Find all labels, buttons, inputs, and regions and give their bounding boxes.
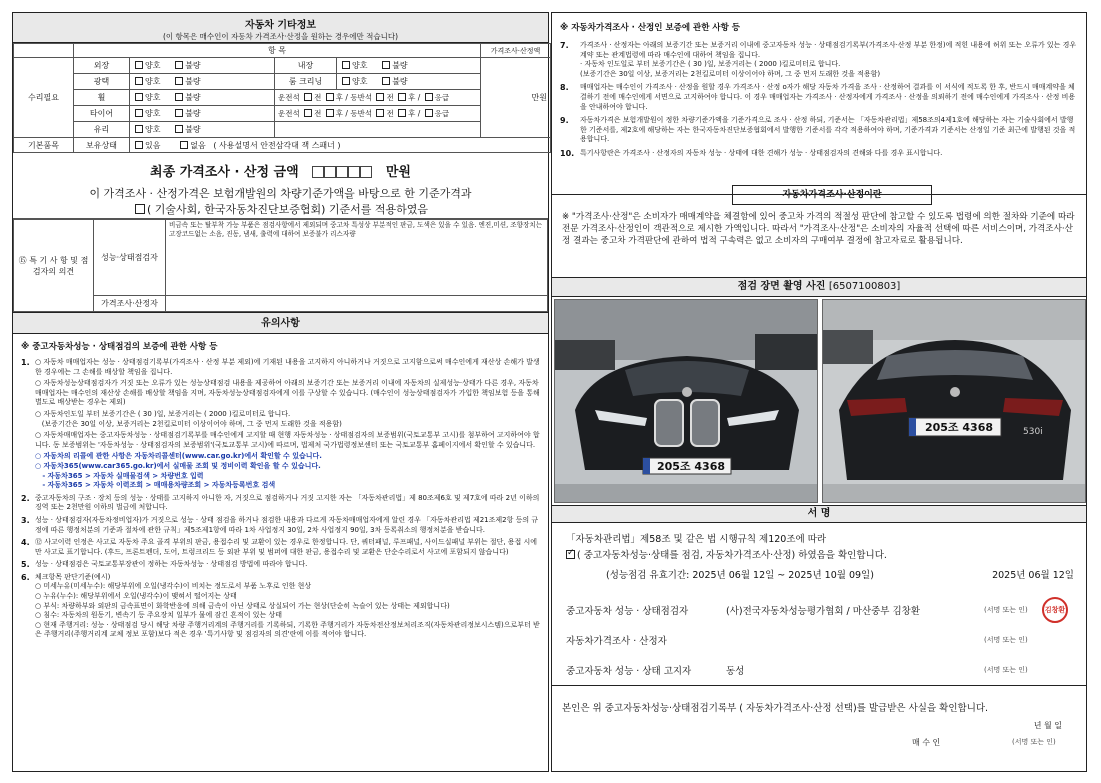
interior-label: 내장 (275, 58, 337, 74)
sign-section (552, 523, 1086, 683)
none-checkbox[interactable] (180, 141, 188, 149)
notice-8: 8. 매매업자는 매수인이 가격조사 · 산정을 원할 경우 가격조사 · 산정 o자가 해당 자동차 가격을 조사 · 산정하여 결과를 이 서식에 적도록 한 후, 반드시 매매계약을 체결하기 전에 매수인에게 서면으로 고지하여야 합니다. 이 경우 매매업자는 가격조사 · 산정자에게 가격조사 · 산정을 의뢰하기 전에 매수인에게 가격조사 · 산정 비용을 안내하여야 합니다. (560, 83, 1076, 111)
confirm-date: 년 월 일 (1033, 721, 1062, 730)
glass-good-checkbox[interactable] (135, 125, 143, 133)
repair-table: 항 목 가격조사·산정액 수리필요 외장 양호 불량 내장 양호 불량 만원 광택 양호 불량 룸 크리닝 양호 불량 휠 양호 불량 운전석 전 후 / 동반석 전 후 / 응급 타이어 양호 불량 운전석 전 후 / 동반석 전 후 / 응급 유리 양호 불량 기본품목 보유상태 있음 없음 ( 사용설명서 안전삼각대 잭 스패너 ) (13, 43, 551, 153)
opinion-text: 비금속 또는 탈부착 가능 부품은 점검사항에서 제외되며 중고차 특성상 부분적인 판금, 도색은 있을 수 있음. 엔진,미션, 조향장치는 고장코드없는 소음, 진동, 냄새, 출력에 대하여 보증불가 리스자량 (166, 220, 548, 296)
tire-good-checkbox[interactable] (135, 109, 143, 117)
exterior-bad-checkbox[interactable] (175, 61, 183, 69)
room-bad-checkbox[interactable] (382, 77, 390, 85)
room-good-checkbox[interactable] (342, 77, 350, 85)
notice-3: 3. 성능 · 상태점검자(자동차정비업자)가 거짓으로 성능 · 상태 점검을 하거나 점검한 내용과 다르게 자동차매매업자에게 알린 경우 「자동차관리법 제21조제2항 등의 규정에 따른 행정처분의 기준과 절차에 관한 규칙」제5조제1항에 따라 1차 사업정지 30일, 2차 사업정지 90일, 3차 등록취소의 행정처분을 받습니다. (21, 515, 539, 534)
interior-bad-checkbox[interactable] (382, 61, 390, 69)
other-info-header (13, 13, 548, 43)
final-note-2: ( 기술사회, 한국자동차진단보증협회) 기준서를 적용하였음 (146, 203, 429, 216)
validity-text: (성능점검 유효기간: 2025년 06월 12일 ~ 2025년 10월 09일) (606, 570, 874, 581)
final-price-section (13, 153, 548, 219)
sign-date: 2025년 06월 12일 (992, 570, 1074, 581)
exterior-good-checkbox[interactable] (135, 61, 143, 69)
inspector-seal-label: (서명 또는 인) (984, 606, 1028, 614)
inspector-role: 중고자동차 성능 · 상태점검자 (566, 606, 689, 617)
notice-10: 10. 특기사항란은 가격조사 · 산정자의 자동차 성능 · 상태에 대한 견해가 성능 · 상태점검자의 견해와 다를 경우 표시합니다. (560, 148, 943, 158)
gloss-good-checkbox[interactable] (135, 77, 143, 85)
notifier-seal-label: (서명 또는 인) (984, 666, 1028, 674)
glass-bad-checkbox[interactable] (175, 125, 183, 133)
left-column (12, 12, 549, 772)
tech-society-checkbox[interactable] (135, 204, 145, 214)
holding-label: 보유상태 (74, 138, 130, 153)
notice-5: 5. 성능 · 상태점검은 국토교통부장관이 정하는 자동차성능 · 상태점검 방법에 따라야 합니다. (21, 560, 308, 570)
notice-9: 9. 자동차가격은 보험개발원이 정한 차량기준가액을 기준가격으로 조사 · 산정 하되, 기준서는 「자동차관리법」제58조의4제1호에 해당하는 자는 기술사회에서 발행한 기준서를, 제2호에 해당하는 자는 한국자동차진단보증협회에서 발행한 기준서를 각각 적용하여야 하며, 기준가격과 기준서는 산정일 기준 최근에 발행된 것을 적용합니다. (560, 116, 1076, 144)
notice-1: 1. ○ 자동차 매매업자는 성능 · 상태점검기록부(가격조사 · 산정 부분 제외)에 기재된 내용을 고지하지 아니하거나 거짓으로 고지함으로써 매수인에게 재산상 손해가 발생한 경우에는 그 손해를 배상할 책임을 집니다. ○ 자동차성능상태점검자가 거짓 또는 오류가 있는 성능상태점검 내용을 제공하여 아래의 보증기간 또는 보증거리 이내에 자동차의 실제성능·상태가 다른 경우, 자동차매매업자는 매수인의 재산상 손해를 배상할 책임을 지며, 자동차성능상태점검자에게 이를 구상할 수 있습니다. (매수인이 성능상태점검자가 가입한 책임보험 등을 통해 별도로 배상받는 경우는 제외) ○ 자동차인도일 부터 보증기간은 ( 30 )일, 보증거리는 ( 2000 )킬로미터로 합니다. (보증기간은 30일 이상, 보증거리는 2천킬로미터 이상이어야 하며, 그 중 먼저 도래한 것을 적용함) ○ 자동차매매업자는 중고자동차성능 · 상태점검기록부를 매수인에게 고지할 때 현행 자동차성능 · 상태점검자의 보증범위(국토교통부 고시)를 첨부하여 고지하여야 합니다. 동 보증범위는 '자동차성능 · 상태점검자의 보증범위'(국토교통부 고시)에 따르며, 법제처 국가법령정보센터 또는 국토교통부 홈페이지에서 확인할 수 있습니다. ○ 자동차의 리콜에 관한 사항은 자동차리콜센터(www.car.go.kr)에서 확인할 수 있습니다. ○ 자동차365(www.car365.go.kr)에서 실매물 조회 및 정비이력 확인을 할 수 있습니다. - 자동차365 > 자동차 실매물검색 > 차량번호 입력 - 자동차365 > 자동차 이력조회 > 매매용차량조회 > 자동차등록번호 검색 (21, 358, 540, 490)
photo-header (552, 277, 1086, 297)
other-info-title: 자동차 기타정보 (244, 20, 317, 31)
tire-bad-checkbox[interactable] (175, 109, 183, 117)
rear-car-image (823, 300, 1086, 503)
notice-subtitle: ※ 중고자동차성능 · 상태점검의 보증에 관한 사항 등 (21, 342, 218, 352)
notice-title: 유의사항 (13, 312, 548, 334)
basic-items: ( 사용설명서 안전삼각대 잭 스패너 ) (213, 140, 341, 150)
front-photo (554, 299, 818, 503)
final-price-unit: 만원 (385, 165, 411, 180)
front-plate: 205조 4368 (656, 460, 726, 473)
wheel-good-checkbox[interactable] (135, 93, 143, 101)
price-section-title: ※ 자동차가격조사 · 산정인 보증에 관한 사항 등 (560, 23, 741, 33)
notice-4: 4. ⑫ 사고이력 인정은 사고로 자동차 주요 골격 부위의 판금, 용접수리 및 교환이 있는 경우로 한정합니다. 단, 쿼터패널, 루프패널, 사이드실패널 부위는 절단, 용접 시에만 사고로 표기합니다. (후드, 프론트펜더, 도어, 트렁크리드 등 외판 부위 및 범퍼에 대한 판금, 용접수리 및 교환은 단순수리로서 사고에 포함되지 않습니다) (21, 538, 538, 556)
red-seal-stamp: 김창환 (1042, 597, 1068, 623)
photo-title: 점검 장면 촬영 사진 (737, 281, 826, 292)
law-text: 「자동차관리법」제58조 및 같은 법 시행규칙 제120조에 따라 (566, 534, 827, 545)
notifier-name: 동성 (726, 666, 745, 677)
price-assessor-label: 가격조사·산정자 (94, 296, 166, 312)
notice-2: 2. 중고자동차의 구조 · 장치 등의 성능 · 상태를 고지하지 아니한 자, 거짓으로 점검하거나 거짓 고지한 자는 「자동차관리법」제 80조제6호 및 제7호에 따라 2년 이하의 징역 또는 2천만원 이하의 벌금에 처합니다. (21, 493, 540, 512)
final-note-1: 이 가격조사 · 산정가격은 보험개발원의 차량기준가액을 바탕으로 한 기준가격과 (89, 187, 472, 200)
definition-text: ※ "가격조사·산정"은 소비자가 매매계약을 체결함에 있어 중고차 가격의 적절성 판단에 참고할 수 있도록 법령에 의한 절차와 기준에 따라 전문 가격조사·산정인이 객관적으로 제시한 가액입니다. 따라서 "가격조사·산정"은 소비자의 자율적 선택에 따른 서비스이며, 가격조사·산정 결과는 중고차 가격판단에 관하여 법적 구속력은 없고 소비자의 구매여부 결정에 참고자료로 활용됩니다. (552, 194, 1086, 278)
repair-label: 수리필요 (14, 58, 74, 138)
interior-good-checkbox[interactable] (342, 61, 350, 69)
inspection-checkbox[interactable] (566, 550, 575, 559)
price-warranty-section (552, 13, 1086, 195)
gloss-label: 광택 (74, 74, 130, 90)
opinion-label: ⑮ 특 기 사 항 및 점검자의 의견 (14, 220, 94, 312)
rear-plate: 205조 4368 (924, 421, 994, 434)
price-role: 자동차가격조사 · 산정자 (566, 636, 667, 647)
room-clean-label: 룸 크리닝 (275, 74, 337, 90)
confirm-text: 본인은 위 중고자동차성능·상태점검기록부 ( 자동차가격조사·산정 선택)를 발급받은 사실을 확인합니다. (562, 703, 989, 714)
check-line: ( 중고자동차성능·상태를 점검, 자동차가격조사·산정) 하였음을 확인합니다. (577, 550, 887, 561)
notice-6: 6. 체크항목 판단기준(예시) ○ 미세누유(미세누수): 해당부위에 오일(냉각수)이 비치는 정도로서 부품 노후로 인한 현상 ○ 누유(누수): 해당부위에서 오일(냉각수)이 맺혀서 떨어지는 상태 ○ 부식: 차량하부와 외판의 금속표면이 화학반응에 의해 금속이 아닌 상태로 상실되어 가는 현상(단순히 녹슬어 있는 상태는 제외합니다) ○ 침수: 자동차의 원동기, 변속기 등 주요장치 일부가 물에 잠긴 흔적이 있는 상태 ○ 현재 주행거리: 성능 · 상태점검 당시 해당 차량 주행거리계의 주행거리를 기록하되, 기록한 주행거리가 자동차전산정보처리조직(자동차관리정보시스템)으로부터 받은 주행거리(주행거리계 교체 정보 포함)보다 적은 경우 '특기사항 및 점검자의 의견'란에 이를 적어야 합니다. (21, 572, 540, 639)
front-car-image (555, 300, 818, 503)
notice-body (13, 334, 548, 640)
have-checkbox[interactable] (135, 141, 143, 149)
other-info-subtitle: (이 항목은 매수인이 자동차 가격조사·산정을 원하는 경우에만 적습니다) (162, 32, 399, 41)
col-price: 가격조사·산정액 (481, 44, 551, 58)
sign-header: 서 명 (552, 505, 1086, 523)
inspector-name: (사)전국자동차성능평가협회 / 마산중부 김창환 (726, 606, 921, 617)
exterior-label: 외장 (74, 58, 130, 74)
notice-7: 7. 가격조사 · 산정자는 아래의 보증기간 또는 보증거리 이내에 중고자동차 성능 · 상태점검기록부(가격조사·산정 부분 한정)에 적힌 내용에 허위 또는 오류가 있는 경우 계약 또는 관계법령에 따라 매수인에 대하여 책임을 집니다. · 자동차 인도일로 부터 보증기간은 ( 30 )일, 보증거리는 ( 2000 )킬로미터로 합니다. (보증기간은 30일 이상, 보증거리는 2천킬로미터 이상이어야 하며, 그 중 먼저 도래한 것을 적용함) (560, 41, 1077, 78)
photo-id: [6507100803] (828, 281, 901, 292)
glass-label: 유리 (74, 122, 130, 138)
right-column (551, 12, 1087, 772)
rear-photo (822, 299, 1086, 503)
buyer-seal-label: (서명 또는 인) (1012, 738, 1056, 746)
col-item: 항 목 (74, 44, 481, 58)
final-price-title: 최종 가격조사 · 산정 금액 (150, 165, 299, 180)
basic-label: 기본품목 (14, 138, 74, 153)
definition-box-title: 자동차가격조사·산정이란 (732, 185, 932, 205)
price-seal-label: (서명 또는 인) (984, 636, 1028, 644)
wheel-bad-checkbox[interactable] (175, 93, 183, 101)
tire-label: 타이어 (74, 106, 130, 122)
notifier-role: 중고자동차 성능 · 상태 고지자 (566, 666, 692, 677)
wheel-label: 휠 (74, 90, 130, 106)
rear-badge: 530i (1023, 427, 1043, 437)
confirm-section (552, 685, 1086, 773)
repair-price: 만원 (481, 58, 551, 138)
opinion-table (13, 219, 548, 312)
buyer-label: 매 수 인 (912, 738, 941, 747)
inspector-label: 성능·상태점검자 (94, 220, 166, 296)
gloss-bad-checkbox[interactable] (175, 77, 183, 85)
